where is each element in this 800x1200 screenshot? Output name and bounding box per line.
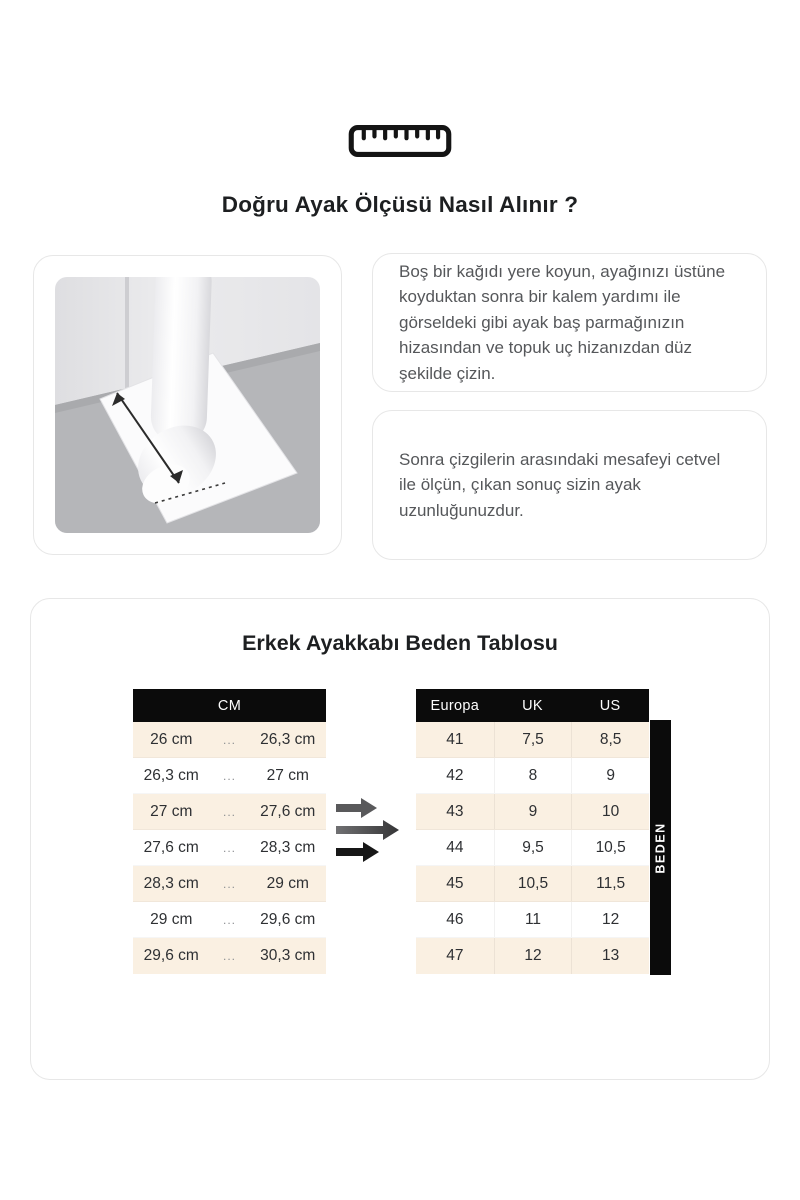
cell-us: 9 <box>571 758 649 793</box>
cell-uk: 7,5 <box>494 722 572 757</box>
table-row <box>133 866 326 902</box>
beden-label-text: BEDEN <box>653 821 668 874</box>
cell-europa: 44 <box>446 838 464 856</box>
cm-from: 28,3 cm <box>143 874 199 892</box>
cell-europa: 47 <box>446 947 464 964</box>
table-row <box>416 830 649 866</box>
table-row <box>416 722 649 758</box>
cell-us: 11,5 <box>571 866 649 901</box>
cell-uk: 9,5 <box>494 830 572 865</box>
table-row <box>133 830 326 866</box>
table-row <box>133 794 326 830</box>
instruction-box-2 <box>372 410 767 560</box>
table-row <box>416 758 649 794</box>
cm-from: 29 cm <box>150 910 193 928</box>
instruction-box-1 <box>372 253 767 392</box>
table-row <box>416 794 649 830</box>
size-table-section <box>30 598 770 1080</box>
cm-table <box>133 689 326 974</box>
cm-to: 26,3 cm <box>260 730 316 748</box>
beden-side-label <box>650 720 671 975</box>
cm-from: 27 cm <box>150 802 193 820</box>
cell-europa: 43 <box>446 802 464 820</box>
cell-uk: 12 <box>494 938 572 974</box>
cm-dots: ... <box>222 912 236 927</box>
cell-uk: 11 <box>494 902 572 937</box>
cm-dots: ... <box>222 876 236 891</box>
foot-photo-card <box>33 255 342 555</box>
cm-to: 29 cm <box>266 874 309 892</box>
table-row <box>416 902 649 938</box>
page-title: Doğru Ayak Ölçüsü Nasıl Alınır ? <box>221 192 579 217</box>
cell-uk: 9 <box>494 794 572 829</box>
cm-dots: ... <box>222 949 236 963</box>
cell-uk: 10,5 <box>494 866 572 901</box>
cm-to: 27 cm <box>266 766 309 784</box>
col-header-europa: Europa <box>430 697 480 714</box>
table-row <box>133 758 326 794</box>
cm-from: 26 cm <box>150 730 193 748</box>
cell-europa: 45 <box>446 874 464 892</box>
instruction-text-1: Boş bir kağıdı yere koyun, ayağınızı üstüne koyduktan sonra bir kalem yardımı ile görseldeki gibi ayak baş parmağınızın hizasından ve topuk uç hizanızdan düz şekilde çizin. <box>399 261 726 383</box>
ruler-icon <box>0 124 800 158</box>
cm-to: 30,3 cm <box>260 947 316 964</box>
cm-to: 29,6 cm <box>260 910 316 928</box>
col-header-uk: UK <box>522 697 543 714</box>
arrows-right-icon <box>331 795 415 868</box>
cm-dots: ... <box>222 840 236 855</box>
instruction-text-2: Sonra çizgilerin arasındaki mesafeyi cetvel ile ölçün, çıkan sonuç sizin ayak uzunluğunuzdur. <box>399 449 721 520</box>
cell-us: 13 <box>571 938 649 974</box>
size-section-title: Erkek Ayakkabı Beden Tablosu <box>242 631 558 655</box>
size-table <box>416 689 649 974</box>
cm-dots: ... <box>222 804 236 819</box>
size-table-header <box>416 689 649 722</box>
cm-from: 26,3 cm <box>143 766 199 784</box>
cm-from: 29,6 cm <box>143 947 199 964</box>
cell-us: 10 <box>571 794 649 829</box>
cm-to: 27,6 cm <box>260 802 316 820</box>
cell-europa: 42 <box>446 766 464 784</box>
table-row <box>133 938 326 974</box>
col-header-us: US <box>599 697 621 714</box>
cell-us: 10,5 <box>571 830 649 865</box>
table-row <box>416 938 649 974</box>
cm-table-header <box>133 689 326 722</box>
cm-header-label: CM <box>217 697 242 714</box>
cell-uk: 8 <box>494 758 572 793</box>
cell-europa: 46 <box>446 910 464 928</box>
table-row <box>416 866 649 902</box>
cell-us: 8,5 <box>571 722 649 757</box>
foot-measurement-photo <box>55 277 320 533</box>
table-row <box>133 902 326 938</box>
cm-from: 27,6 cm <box>143 838 199 856</box>
cm-dots: ... <box>222 768 236 783</box>
cm-dots: ... <box>222 732 236 747</box>
table-row <box>133 722 326 758</box>
cm-to: 28,3 cm <box>260 838 316 856</box>
cell-us: 12 <box>571 902 649 937</box>
cell-europa: 41 <box>446 730 464 748</box>
